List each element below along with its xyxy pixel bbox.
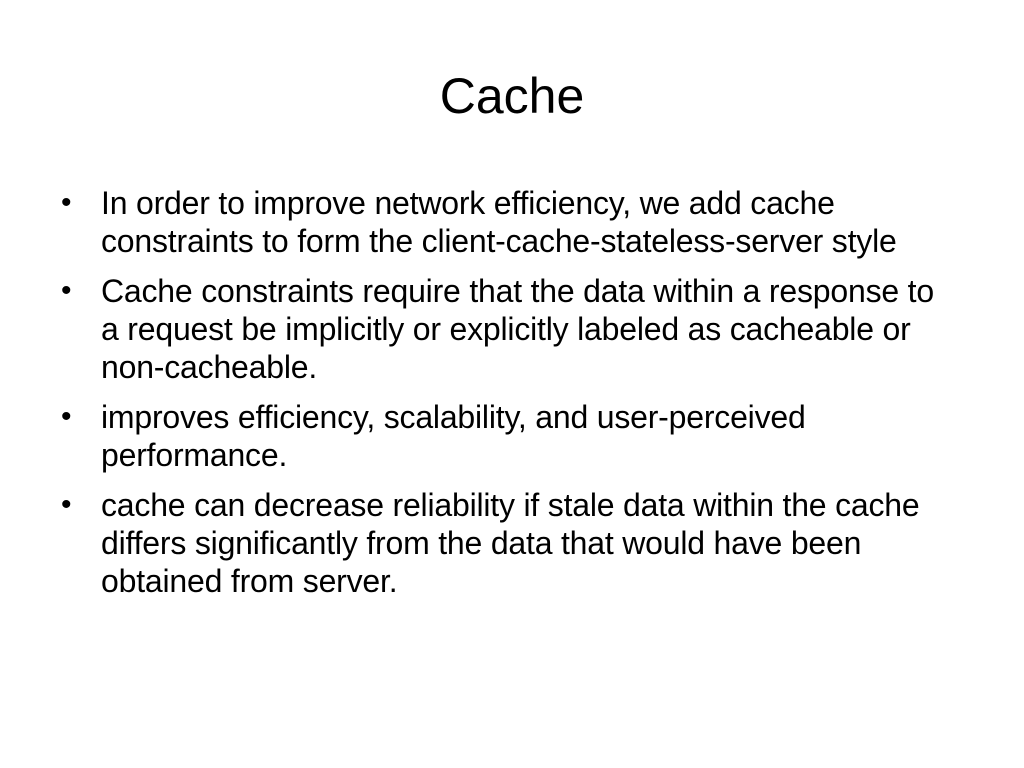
bullet-icon: •: [61, 186, 72, 219]
bullet-icon: •: [61, 274, 72, 307]
bullet-item: [57, 398, 957, 474]
bullet-list: [57, 184, 957, 612]
bullet-item: [57, 486, 957, 600]
bullet-item: [57, 184, 957, 260]
bullet-text: improves efficiency, scalability, and user-perceived performance.: [101, 399, 806, 473]
bullet-text: In order to improve network efficiency, we add cache constraints to form the client-cache-stateless-server style: [101, 185, 897, 259]
slide-title: Cache: [439, 68, 585, 124]
bullet-text: cache can decrease reliability if stale data within the cache differs significantly from the data that would have been obtained from server.: [101, 487, 920, 599]
bullet-text: Cache constraints require that the data within a response to a request be implicitly or explicitly labeled as cacheable or non-cacheable.: [101, 273, 934, 385]
bullet-icon: •: [61, 488, 72, 521]
bullet-item: [57, 272, 957, 386]
bullet-icon: •: [61, 400, 72, 433]
